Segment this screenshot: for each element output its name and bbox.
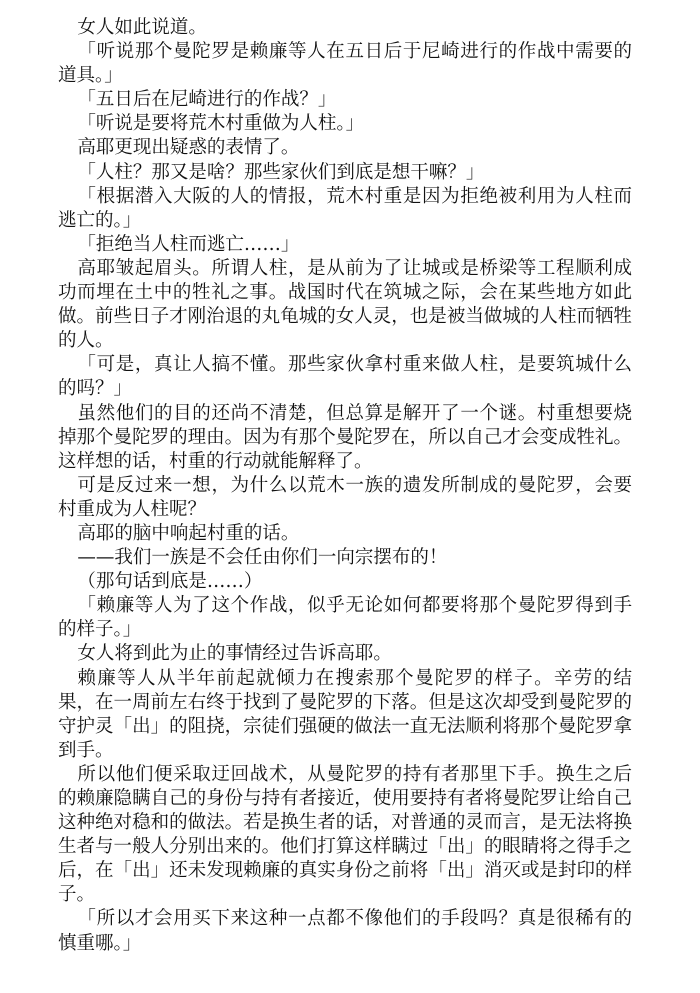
paragraph: 「五日后在尼崎进行的作战？」 <box>77 89 337 111</box>
paragraph: 高耶的脑中响起村重的话。 <box>77 522 300 544</box>
paragraph: 女人将到此为止的事情经过告诉高耶。 <box>77 643 392 665</box>
paragraph: 「拒绝当人柱而逃亡……」 <box>77 233 300 255</box>
paragraph: ——我们一族是不会任由你们一向宗摆布的！ <box>77 547 448 569</box>
paragraph: 「根据潜入大阪的人的情报，荒木村重是因为拒绝被利用为人柱而逃亡的。」 <box>58 185 632 231</box>
paragraph: 女人如此说道。 <box>77 17 207 38</box>
paragraph: 高耶更现出疑惑的表情了。 <box>77 137 300 159</box>
paragraph: 赖廉等人从半年前起就倾力在搜索那个曼陀罗的样子。辛劳的结果，在一周前左右终于找到了曼陀罗的下落。但是这次却受到曼陀罗的守护灵「出」的阻挠，宗徒们强硬的做法一直无法顺利将那个曼陀罗拿到手。 <box>58 667 632 761</box>
paragraph: （那句话到底是……） <box>77 571 263 593</box>
paragraph: 高耶皱起眉头。所谓人柱，是从前为了让城或是桥梁等工程顺利成功而埋在土中的牲礼之事。战国时代在筑城之际，会在某些地方如此做。前些日子才刚治退的丸龟城的女人灵，也是被当做城的人柱而牺牲的人。 <box>58 257 632 352</box>
paragraph: 所以他们便采取迂回战术，从曼陀罗的持有者那里下手。换生之后的赖廉隐瞒自己的身份与持有者接近，使用要持有者将曼陀罗让给自己这种绝对稳和的做法。若是换生者的话，对普通的灵而言，是无法将换生者与一般人分别出来的。他们打算这样瞒过「出」的眼睛将之得手之后，在「出」还未发现赖廉的真实身份之前将「出」消灭或是封印的样子。 <box>58 763 632 906</box>
paragraph: 「听说那个曼陀罗是赖廉等人在五日后于尼崎进行的作战中需要的道具。」 <box>58 41 632 87</box>
paragraph: 「听说是要将荒木村重做为人柱。」 <box>77 113 365 135</box>
paragraph: 「所以才会用买下来这种一点都不像他们的手段吗？真是很稀有的慎重哪。」 <box>58 908 632 954</box>
paragraph: 虽然他们的目的还尚不清楚，但总算是解开了一个谜。村重想要烧掉那个曼陀罗的理由。因为有那个曼陀罗在，所以自己才会变成牲礼。这样想的话，村重的行动就能解释了。 <box>58 402 632 472</box>
paragraph: 「赖廉等人为了这个作战，似乎无论如何都要将那个曼陀罗得到手的样子。」 <box>58 595 632 641</box>
paragraph: 「人柱？那又是啥？那些家伙们到底是想干嘛？」 <box>77 161 485 183</box>
paragraph: 可是反过来一想，为什么以荒木一族的遗发所制成的曼陀罗，会要村重成为人柱呢？ <box>58 474 632 520</box>
paragraph: 「可是，真让人搞不懂。那些家伙拿村重来做人柱，是要筑城什么的吗？」 <box>58 354 632 400</box>
document-page <box>58 16 632 956</box>
